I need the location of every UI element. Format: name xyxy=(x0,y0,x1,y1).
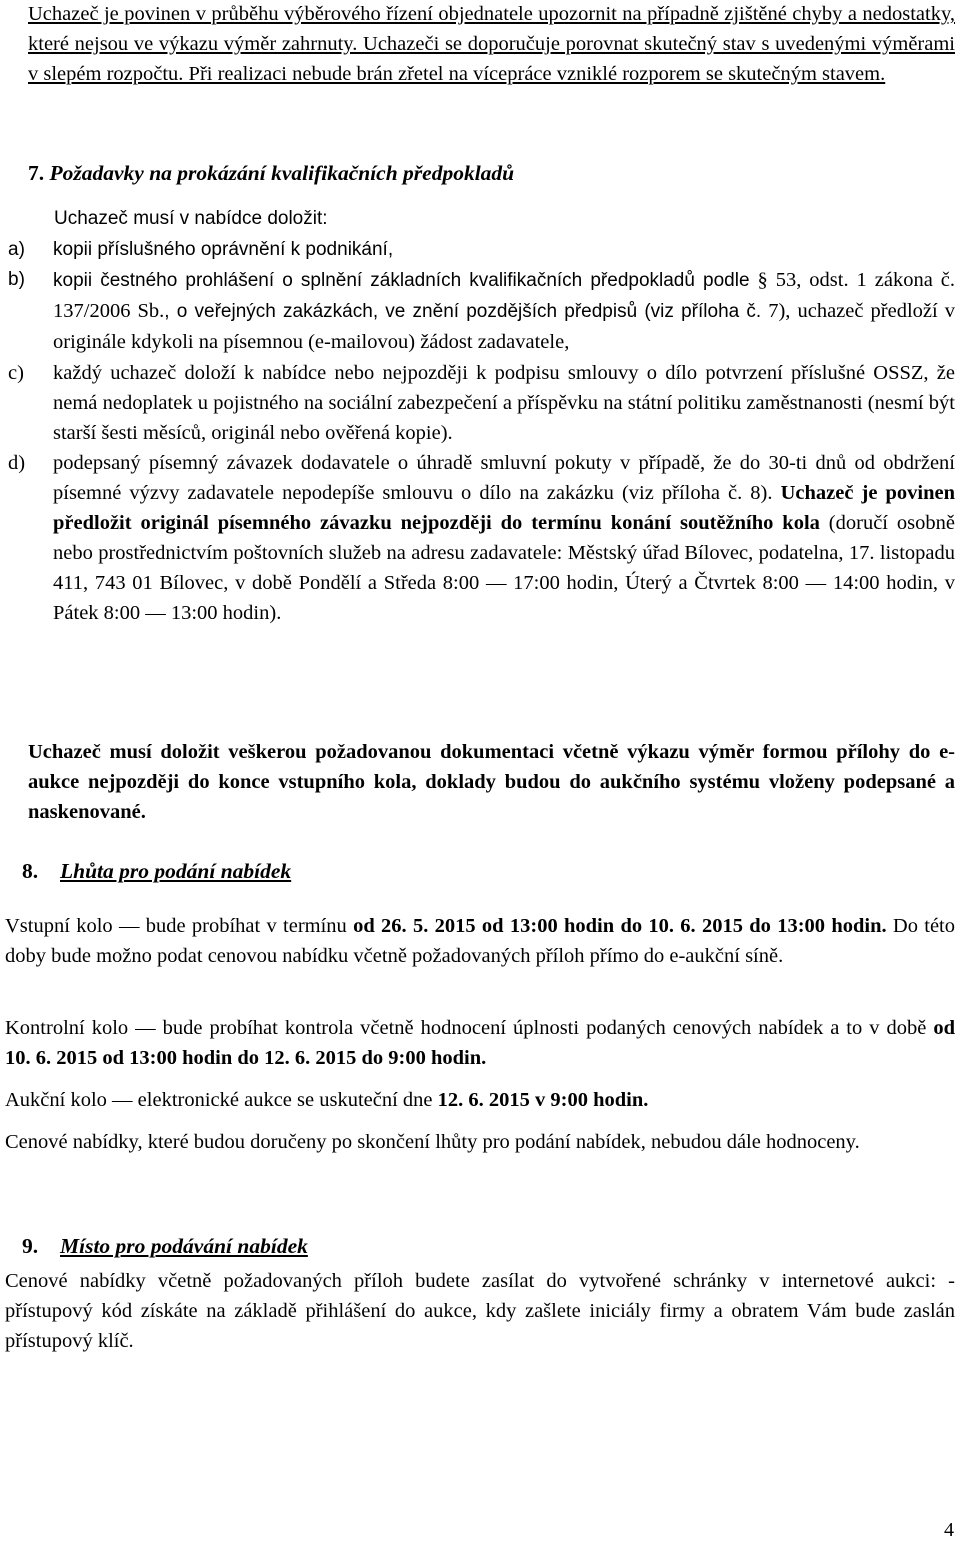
list-item-text-bold: Uchazeč je povinen předložit originál písemného závazku nejpozději do termínu konání soutěžního kola xyxy=(53,482,955,534)
auction-round-paragraph xyxy=(5,1085,955,1115)
control-round-dates: od 10. 6. 2015 od 13:00 hodin do 12. 6. 2015 do 9:00 hodin. xyxy=(5,1017,955,1069)
list-item-text: kopii příslušného oprávnění k podnikání, xyxy=(53,239,394,260)
control-round-paragraph xyxy=(5,1013,955,1073)
list-item xyxy=(8,265,955,358)
submission-place-paragraph: Cenové nabídky včetně požadovaných příloh budete zasílat do vytvořené schránky v internetové aukci: - přístupový kód získáte na základě přihlášení do aukce, kdy zašlete iniciály firmy a obratem Vám bude zaslán přístupový klíč. xyxy=(5,1270,955,1352)
control-round-text: Kontrolní kolo — bude probíhat kontrola včetně hodnocení úplnosti podaných cenových nabídek a to v době xyxy=(5,1017,934,1039)
section-8-title: Lhůta pro podání nabídek xyxy=(60,859,292,883)
intro-paragraph: Uchazeč je povinen v průběhu výběrového řízení objednatele upozornit na případně zjištěné chyby a nedostatky, které nejsou ve výkazu výměr zahrnuty. Uchazeči se doporučuje porovnat skutečný stav s uvedenými výměrami v slepém rozpočtu. Při realizaci nebude brán zřetel na vícepráce vzniklé rozporem se skutečným stavem. xyxy=(28,3,955,85)
late-offers-paragraph: Cenové nabídky, které budou doručeny po skončení lhůty pro podání nabídek, nebudou dále hodnoceny. xyxy=(5,1131,860,1153)
entry-round-text: Vstupní kolo — bude probíhat v termínu xyxy=(5,915,354,937)
section-8-number: 8. xyxy=(22,859,39,883)
list-item xyxy=(8,235,955,265)
list-item-text-serif: 7), uchazeč předloží v originále kdykoli na písemnou (e-mailovou) žádost zadavatele, xyxy=(53,300,955,353)
list-marker: a) xyxy=(8,239,25,260)
section-7-heading xyxy=(28,158,514,188)
list-item-text: kopii čestného prohlášení o splnění základních kvalifikačních předpokladů podle xyxy=(53,270,750,291)
section-7-number: 7. xyxy=(28,161,45,185)
entry-round-paragraph xyxy=(5,911,955,971)
list-item-text: , o veřejných zakázkách, ve znění pozdějších předpisů (viz příloha č. xyxy=(164,301,762,322)
section-9-number: 9. xyxy=(22,1234,39,1258)
section-7-lead: Uchazeč musí v nabídce doložit: xyxy=(54,208,328,229)
section-9-title: Místo pro podávání nabídek xyxy=(60,1234,308,1258)
auction-round-date: 12. 6. 2015 v 9:00 hodin. xyxy=(437,1089,649,1111)
requirements-list xyxy=(8,235,955,628)
list-item-text: podepsaný písemný závazek dodavatele o úhradě smluvní pokuty v případě, že do 30-ti dnů od obdržení písemné výzvy zadavatele nepodepíše smlouvu o dílo na zakázku (viz příloha č. 8). xyxy=(53,452,955,504)
auction-round-text: Aukční kolo — elektronické aukce se uskuteční dne xyxy=(5,1089,438,1111)
section-7-title: Požadavky na prokázání kvalifikačních předpokladů xyxy=(49,161,515,185)
entry-round-text: Do této doby bude možno podat cenovou nabídku včetně požadovaných příloh přímo do e-aukční síně. xyxy=(5,915,956,967)
section-9-heading xyxy=(22,1231,308,1261)
section-8-heading xyxy=(22,856,291,886)
list-item-text: každý uchazeč doloží k nabídce nebo nejpozději k podpisu smlouvy o dílo potvrzení příslušné OSSZ, že nemá nedoplatek u pojistného na sociální zabezpečení a příspěvku na státní politiku zaměstnanosti (nesmí být starší šesti měsíců, originál nebo ověřená kopie). xyxy=(53,362,955,444)
list-item-text: (doručí osobně nebo prostřednictvím poštovních služeb na adresu zadavatele: Městský úřad Bílovec, podatelna, 17. listopadu 411, 743 01 Bílovec, v době Pondělí a Středa 8:00 — 17:00 hodin, Úterý a Čtvrtek 8:00 — 14:00 hodin, v Pátek 8:00 — 13:00 hodin). xyxy=(53,512,955,624)
documentation-notice: Uchazeč musí doložit veškerou požadovanou dokumentaci včetně výkazu výměr formou přílohy do e-aukce nejpozději do konce vstupního kola, doklady budou do aukčního systému vloženy podepsané a naskenované. xyxy=(28,741,955,823)
list-marker: c) xyxy=(8,362,24,384)
page-number: 4 xyxy=(944,1519,954,1541)
list-marker: d) xyxy=(8,452,26,474)
list-item-text-serif: § 53, odst. 1 zákona č. 137/2006 Sb. xyxy=(53,269,955,322)
list-item xyxy=(8,358,955,448)
list-marker: b) xyxy=(8,269,25,290)
entry-round-dates: od 26. 5. 2015 od 13:00 hodin do 10. 6. 2015 do 13:00 hodin. xyxy=(353,915,887,937)
list-item xyxy=(8,448,955,628)
